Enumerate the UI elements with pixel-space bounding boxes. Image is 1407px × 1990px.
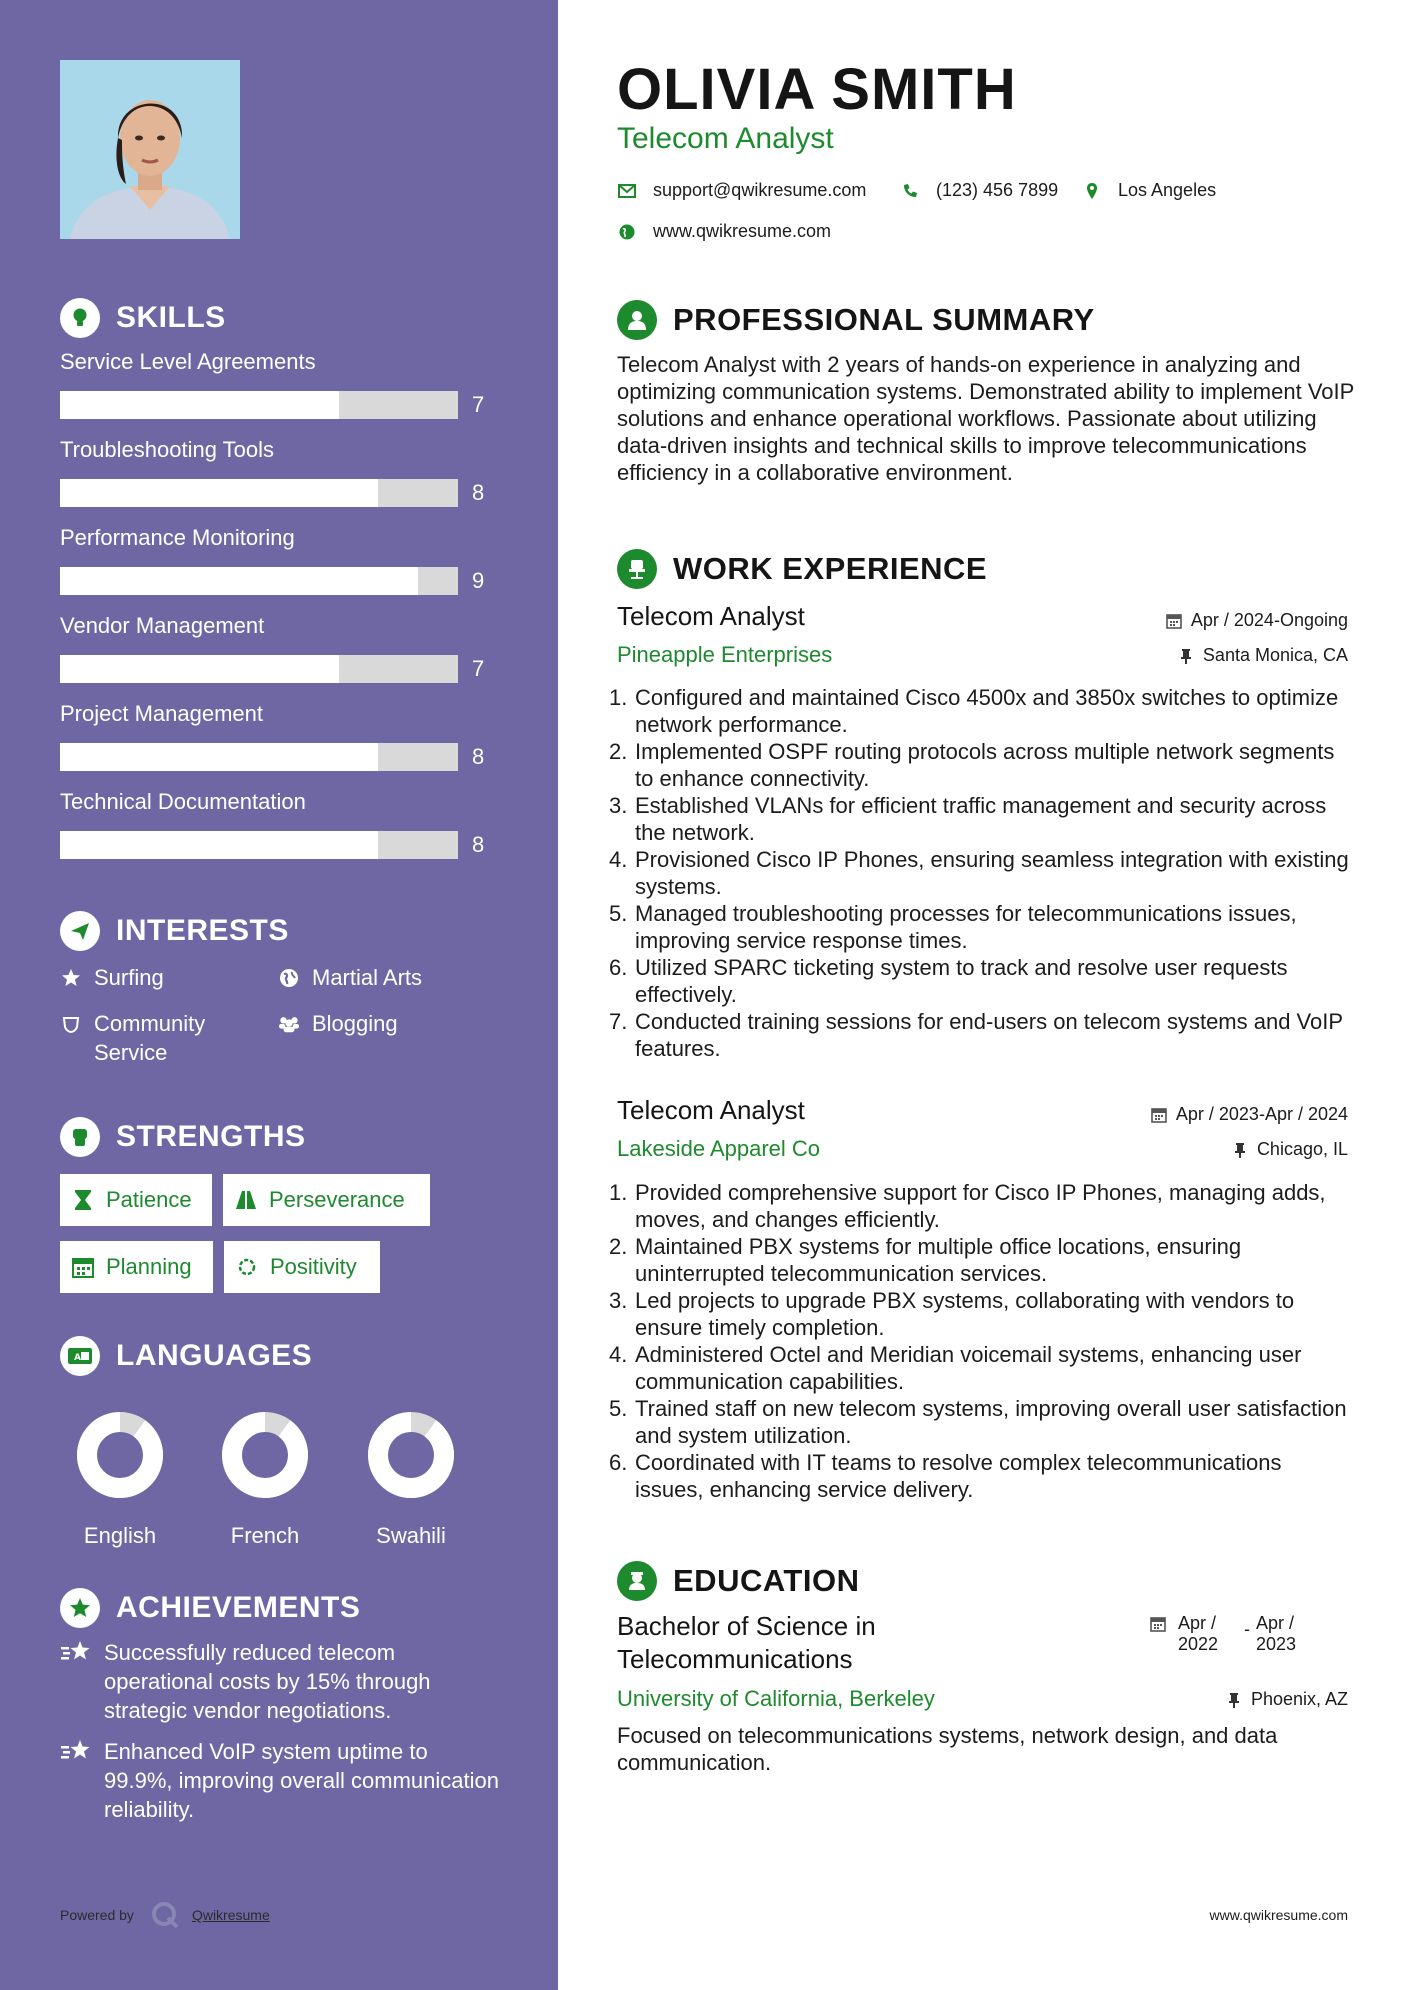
skill-bar-fill — [60, 479, 378, 507]
skill-item — [60, 787, 490, 857]
list-item: 2. Implemented OSPF routing protocols across multiple network segments to enhance connectivity. — [609, 739, 1335, 791]
skill-bar — [60, 567, 458, 595]
interest-label: Community Service — [94, 1011, 206, 1065]
summary-heading: PROFESSIONAL SUMMARY — [617, 300, 1095, 340]
education-school: University of California, Berkeley — [617, 1686, 935, 1711]
list-item: 5. Managed troubleshooting processes for telecommunications issues, improving service response times. — [609, 901, 1297, 953]
graduation-cap-icon — [617, 1561, 657, 1601]
strength-label: Positivity — [270, 1254, 357, 1279]
interest-item — [278, 963, 422, 992]
badge-icon — [60, 1009, 82, 1038]
candidate-name: OLIVIA SMITH — [617, 57, 1017, 122]
qwikresume-link[interactable]: Qwikresume — [191, 1907, 270, 1923]
skill-value: 8 — [472, 744, 485, 769]
pushpin-icon — [1177, 647, 1195, 665]
job-title: Telecom Analyst — [617, 601, 805, 631]
globe-icon — [278, 963, 300, 992]
education-heading: EDUCATION — [617, 1561, 859, 1601]
sidebar — [0, 0, 558, 1990]
list-item: 2. Maintained PBX systems for multiple office locations, ensuring uninterrupted telecommunication services. — [609, 1234, 1242, 1286]
education-end: Apr / 2023 — [1256, 1613, 1297, 1654]
strength-label: Planning — [106, 1254, 192, 1279]
skill-name: Technical Documentation — [60, 789, 306, 814]
interest-item — [60, 963, 164, 992]
skills-heading: SKILLS — [60, 298, 226, 338]
list-item: 6. Coordinated with IT teams to resolve complex telecommunications issues, enhancing service delivery. — [609, 1450, 1282, 1502]
strength-label: Perseverance — [269, 1187, 405, 1212]
language-item — [210, 1400, 320, 1549]
language-label: English — [83, 1523, 157, 1548]
list-item: 6. Utilized SPARC ticketing system to track and resolve user requests effectively. — [609, 955, 1288, 1007]
skill-bar — [60, 831, 458, 859]
calendar-icon — [1150, 1106, 1168, 1124]
education-degree: Bachelor of Science in Telecommunications — [617, 1611, 876, 1674]
calendar-icon — [1150, 1616, 1168, 1634]
skill-value: 8 — [472, 480, 485, 505]
list-item: 3. Established VLANs for efficient traffic management and security across the network. — [609, 793, 1327, 845]
fist-icon — [60, 1117, 100, 1157]
skill-name: Performance Monitoring — [60, 525, 295, 550]
list-item: 4. Administered Octel and Meridian voicemail systems, enhancing user communication capabilities. — [609, 1342, 1302, 1394]
achievement-item — [60, 1737, 500, 1824]
road-icon — [235, 1189, 257, 1211]
experience-heading: WORK EXPERIENCE — [617, 549, 987, 589]
skill-bar-fill — [60, 391, 339, 419]
job-dates: Apr / 2023-Apr / 2024 — [1150, 1104, 1348, 1125]
candidate-role: Telecom Analyst — [617, 122, 834, 155]
skill-name: Service Level Agreements — [60, 349, 316, 374]
star-icon — [60, 963, 82, 992]
job-duties — [609, 1179, 1349, 1503]
location-text: Los Angeles — [1118, 180, 1217, 200]
language-label: Swahili — [376, 1523, 446, 1548]
qwikresume-logo-icon — [150, 1900, 180, 1930]
interest-item — [60, 1009, 240, 1067]
hourglass-icon — [72, 1189, 94, 1211]
skill-item — [60, 435, 490, 505]
lightbulb-icon — [60, 298, 100, 338]
skill-item — [60, 523, 490, 593]
job-title: Telecom Analyst — [617, 1095, 805, 1125]
skill-bar — [60, 655, 458, 683]
skill-item — [60, 347, 490, 417]
skill-name: Troubleshooting Tools — [60, 437, 275, 462]
list-item: 1. Provided comprehensive support for Cisco IP Phones, managing adds, moves, and changes efficiently. — [609, 1180, 1326, 1232]
strengths-heading: STRENGTHS — [60, 1117, 306, 1157]
users-icon — [278, 1009, 300, 1038]
skill-bar — [60, 479, 458, 507]
skill-bar — [60, 743, 458, 771]
job-location: Santa Monica, CA — [1177, 645, 1348, 666]
education-start: Apr / 2022 — [1178, 1613, 1219, 1654]
profile-photo — [60, 60, 240, 239]
shooting-star-icon — [60, 1737, 94, 1765]
powered-by-label: Powered by — [60, 1907, 134, 1923]
skill-bar — [60, 391, 458, 419]
contact-location — [1082, 180, 1216, 201]
sun-icon — [236, 1256, 258, 1278]
skill-value: 9 — [472, 568, 485, 593]
skill-value: 7 — [472, 392, 485, 417]
contact-phone — [900, 180, 1058, 201]
list-item: 5. Trained staff on new telecom systems, improving overall user satisfaction and system utilization. — [609, 1396, 1347, 1448]
interests-heading: INTERESTS — [60, 911, 289, 951]
language-ring-fill — [87, 1422, 153, 1488]
skill-item — [60, 611, 490, 681]
education-dates — [1150, 1613, 1316, 1655]
svg-text:A: A — [74, 1353, 81, 1363]
email-text[interactable]: support@qwikresume.com — [653, 180, 867, 200]
language-ring — [356, 1400, 466, 1510]
chair-icon — [617, 549, 657, 589]
phone-icon — [900, 181, 920, 201]
interest-label: Surfing — [94, 965, 164, 990]
strength-tag — [60, 1174, 212, 1226]
language-item — [356, 1400, 466, 1549]
achievements-heading: ACHIEVEMENTS — [60, 1588, 360, 1628]
language-ring — [210, 1400, 320, 1510]
contact-email — [617, 180, 866, 201]
skill-value: 8 — [472, 832, 485, 857]
skill-name: Vendor Management — [60, 613, 265, 638]
achievement-text: Successfully reduced telecom operational costs by 15% through strategic vendor negotiations. — [104, 1640, 431, 1723]
education-location: Phoenix, AZ — [1225, 1689, 1348, 1710]
globe-icon — [617, 222, 637, 242]
footer-website[interactable]: www.qwikresume.com — [1209, 1907, 1348, 1923]
language-ring — [65, 1400, 175, 1510]
paper-plane-icon — [60, 911, 100, 951]
summary-text: Telecom Analyst with 2 years of hands-on experience in analyzing and optimizing communication systems. Demonstrated ability to implement VoIP solutions and enhance operational workflows. Passionate about utilizing data-driven insights and technical skills to improve telecommunications efficiency in a collaborative environment. — [617, 352, 1354, 485]
skill-bar-fill — [60, 655, 339, 683]
shooting-star-icon — [60, 1638, 94, 1666]
skill-item — [60, 699, 490, 769]
phone-text: (123) 456 7899 — [936, 180, 1059, 200]
interest-label: Blogging — [312, 1011, 398, 1036]
powered-by — [60, 1900, 270, 1930]
envelope-icon — [617, 181, 637, 201]
languages-heading: A LANGUAGES — [60, 1336, 312, 1376]
map-marker-icon — [1082, 181, 1102, 201]
star-badge-icon — [60, 1588, 100, 1628]
list-item: 7. Conducted training sessions for end-users on telecom systems and VoIP features. — [609, 1009, 1343, 1061]
list-item: 3. Led projects to upgrade PBX systems, collaborating with vendors to ensure timely completion. — [609, 1288, 1295, 1340]
pushpin-icon — [1231, 1141, 1249, 1159]
website-text[interactable]: www.qwikresume.com — [653, 221, 832, 241]
strength-tag — [223, 1174, 430, 1226]
job-company: Lakeside Apparel Co — [617, 1136, 821, 1161]
strength-tag — [60, 1241, 213, 1293]
skill-bar-fill — [60, 831, 378, 859]
job-company: Pineapple Enterprises — [617, 642, 833, 667]
contact-website — [617, 221, 831, 242]
list-item: 1. Configured and maintained Cisco 4500x and 3850x switches to optimize network performance. — [609, 685, 1339, 737]
date-separator: - — [1244, 1619, 1250, 1639]
list-item: 4. Provisioned Cisco IP Phones, ensuring seamless integration with existing systems. — [609, 847, 1349, 899]
user-icon — [617, 300, 657, 340]
interest-item — [278, 1009, 398, 1038]
language-ring-fill — [378, 1422, 444, 1488]
calendar-icon — [1165, 612, 1183, 630]
job-location: Chicago, IL — [1231, 1139, 1348, 1160]
language-icon — [60, 1336, 100, 1376]
interest-label: Martial Arts — [312, 965, 423, 990]
pushpin-icon — [1225, 1691, 1243, 1709]
skill-bar-fill — [60, 567, 418, 595]
strength-tag — [224, 1241, 380, 1293]
language-label: French — [230, 1523, 300, 1548]
achievement-text: Enhanced VoIP system uptime to 99.9%, improving overall communication reliability. — [104, 1739, 499, 1822]
calendar-icon — [72, 1256, 94, 1278]
language-item — [65, 1400, 175, 1549]
skill-bar-fill — [60, 743, 378, 771]
job-dates: Apr / 2024-Ongoing — [1165, 610, 1348, 631]
education-description: Focused on telecommunications systems, network design, and data communication. — [617, 1723, 1278, 1775]
strength-label: Patience — [106, 1187, 192, 1212]
language-ring-fill — [232, 1422, 298, 1488]
job-duties — [609, 684, 1349, 1062]
skill-value: 7 — [472, 656, 485, 681]
skill-name: Project Management — [60, 701, 263, 726]
achievement-item — [60, 1638, 500, 1725]
